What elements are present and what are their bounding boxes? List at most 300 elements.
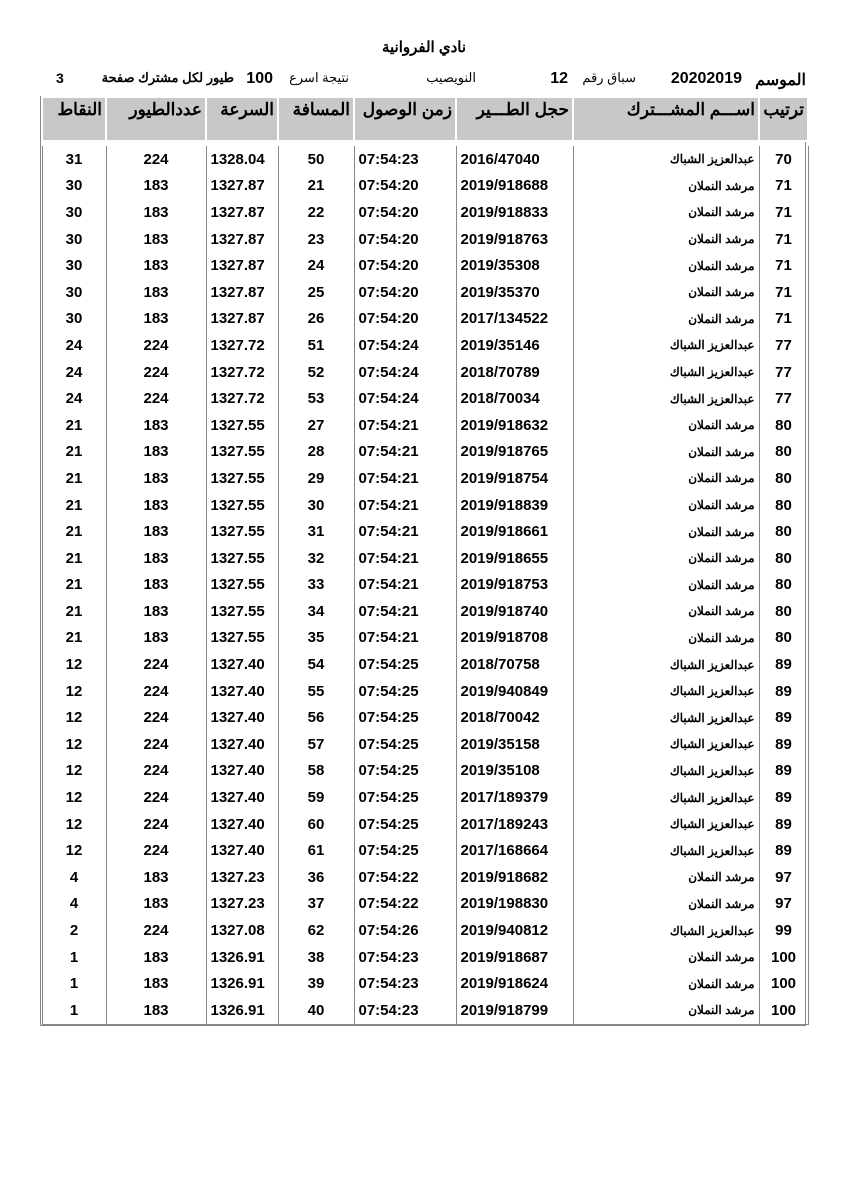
cell-bird-count: 183	[106, 439, 206, 466]
cell-participant: عبدالعزيز الشباك	[573, 811, 759, 838]
cell-arrival-time: 07:54:23	[354, 944, 456, 971]
cell-bird-count: 183	[106, 226, 206, 253]
cell-participant: مرشد النملان	[573, 864, 759, 891]
cell-speed: 1327.55	[206, 518, 278, 545]
cell-bird-count: 183	[106, 412, 206, 439]
cell-rank: 80	[759, 518, 808, 545]
cell-speed: 1327.55	[206, 545, 278, 572]
cell-ring: 2019/35146	[456, 332, 573, 359]
cell-rank: 80	[759, 545, 808, 572]
season-label: الموسم	[755, 72, 806, 89]
cell-distance: 60	[278, 811, 354, 838]
cell-rank: 89	[759, 704, 808, 731]
cell-distance: 39	[278, 970, 354, 997]
cell-bird-count: 224	[106, 758, 206, 785]
cell-speed: 1327.72	[206, 385, 278, 412]
cell-points: 21	[42, 572, 106, 599]
cell-participant: مرشد النملان	[573, 997, 759, 1024]
cell-distance: 24	[278, 252, 354, 279]
cell-participant: عبدالعزيز الشباك	[573, 359, 759, 386]
cell-bird-count: 183	[106, 518, 206, 545]
cell-bird-count: 183	[106, 199, 206, 226]
cell-arrival-time: 07:54:20	[354, 199, 456, 226]
cell-participant: عبدالعزيز الشباك	[573, 146, 759, 173]
cell-bird-count: 183	[106, 598, 206, 625]
cell-bird-count: 183	[106, 279, 206, 306]
race-number: 12	[550, 70, 568, 87]
cell-participant: مرشد النملان	[573, 439, 759, 466]
cell-bird-count: 183	[106, 944, 206, 971]
cell-participant: مرشد النملان	[573, 518, 759, 545]
cell-speed: 1326.91	[206, 944, 278, 971]
cell-points: 12	[42, 811, 106, 838]
cell-distance: 62	[278, 917, 354, 944]
cell-participant: مرشد النملان	[573, 545, 759, 572]
cell-participant: عبدالعزيز الشباك	[573, 704, 759, 731]
per-label: طيور لكل مشترك صفحة	[101, 70, 234, 85]
cell-distance: 37	[278, 891, 354, 918]
table-row	[42, 944, 808, 971]
cell-rank: 100	[759, 970, 808, 997]
cell-arrival-time: 07:54:25	[354, 731, 456, 758]
cell-arrival-time: 07:54:21	[354, 545, 456, 572]
table-row	[42, 572, 808, 599]
cell-ring: 2019/918682	[456, 864, 573, 891]
cell-arrival-time: 07:54:25	[354, 811, 456, 838]
cell-points: 30	[42, 252, 106, 279]
cell-participant: مرشد النملان	[573, 306, 759, 333]
cell-bird-count: 183	[106, 306, 206, 333]
cell-rank: 89	[759, 758, 808, 785]
cell-arrival-time: 07:54:25	[354, 704, 456, 731]
cell-bird-count: 224	[106, 359, 206, 386]
cell-ring: 2019/35370	[456, 279, 573, 306]
cell-ring: 2019/918765	[456, 439, 573, 466]
cell-speed: 1327.87	[206, 306, 278, 333]
cell-points: 21	[42, 518, 106, 545]
cell-distance: 32	[278, 545, 354, 572]
cell-arrival-time: 07:54:20	[354, 173, 456, 200]
race-name: النويصيب	[426, 70, 476, 85]
cell-points: 31	[42, 146, 106, 173]
cell-rank: 71	[759, 252, 808, 279]
header-bird-count: عددالطيور	[106, 97, 206, 141]
cell-rank: 71	[759, 226, 808, 253]
cell-speed: 1327.08	[206, 917, 278, 944]
cell-points: 24	[42, 332, 106, 359]
cell-distance: 34	[278, 598, 354, 625]
cell-speed: 1327.87	[206, 252, 278, 279]
cell-participant: مرشد النملان	[573, 279, 759, 306]
table-row	[42, 784, 808, 811]
cell-distance: 50	[278, 146, 354, 173]
cell-distance: 57	[278, 731, 354, 758]
cell-distance: 35	[278, 625, 354, 652]
cell-speed: 1327.40	[206, 811, 278, 838]
cell-rank: 99	[759, 917, 808, 944]
cell-points: 12	[42, 704, 106, 731]
cell-points: 12	[42, 758, 106, 785]
cell-speed: 1327.87	[206, 226, 278, 253]
cell-ring: 2017/134522	[456, 306, 573, 333]
cell-participant: عبدالعزيز الشباك	[573, 917, 759, 944]
cell-speed: 1327.40	[206, 651, 278, 678]
cell-arrival-time: 07:54:21	[354, 518, 456, 545]
cell-bird-count: 183	[106, 252, 206, 279]
cell-rank: 80	[759, 598, 808, 625]
cell-distance: 33	[278, 572, 354, 599]
cell-distance: 23	[278, 226, 354, 253]
cell-participant: مرشد النملان	[573, 173, 759, 200]
cell-bird-count: 224	[106, 704, 206, 731]
cell-bird-count: 224	[106, 385, 206, 412]
cell-rank: 89	[759, 811, 808, 838]
table-row	[42, 252, 808, 279]
cell-arrival-time: 07:54:21	[354, 412, 456, 439]
cell-participant: مرشد النملان	[573, 412, 759, 439]
cell-speed: 1327.23	[206, 891, 278, 918]
cell-rank: 89	[759, 651, 808, 678]
table-row	[42, 146, 808, 173]
cell-points: 30	[42, 173, 106, 200]
cell-points: 30	[42, 306, 106, 333]
cell-participant: مرشد النملان	[573, 252, 759, 279]
cell-distance: 61	[278, 837, 354, 864]
cell-distance: 55	[278, 678, 354, 705]
cell-speed: 1327.87	[206, 199, 278, 226]
cell-rank: 80	[759, 625, 808, 652]
page-number: 3	[56, 70, 64, 86]
cell-bird-count: 183	[106, 997, 206, 1024]
cell-speed: 1327.40	[206, 704, 278, 731]
cell-bird-count: 224	[106, 811, 206, 838]
cell-points: 21	[42, 545, 106, 572]
cell-arrival-time: 07:54:26	[354, 917, 456, 944]
table-row	[42, 731, 808, 758]
cell-points: 21	[42, 465, 106, 492]
table-row	[42, 651, 808, 678]
cell-ring: 2019/918754	[456, 465, 573, 492]
table-row	[42, 279, 808, 306]
cell-ring: 2019/35108	[456, 758, 573, 785]
cell-bird-count: 224	[106, 917, 206, 944]
cell-arrival-time: 07:54:20	[354, 226, 456, 253]
cell-participant: عبدالعزيز الشباك	[573, 385, 759, 412]
header-points: النقاط	[42, 97, 106, 141]
cell-speed: 1327.40	[206, 731, 278, 758]
cell-ring: 2019/918655	[456, 545, 573, 572]
cell-speed: 1327.87	[206, 279, 278, 306]
table-row	[42, 811, 808, 838]
cell-points: 21	[42, 598, 106, 625]
cell-points: 21	[42, 492, 106, 519]
cell-points: 4	[42, 891, 106, 918]
cell-ring: 2016/47040	[456, 146, 573, 173]
cell-speed: 1326.91	[206, 997, 278, 1024]
table-row	[42, 598, 808, 625]
table-row	[42, 439, 808, 466]
cell-participant: مرشد النملان	[573, 598, 759, 625]
cell-arrival-time: 07:54:25	[354, 837, 456, 864]
table-row	[42, 864, 808, 891]
cell-arrival-time: 07:54:21	[354, 625, 456, 652]
header-distance: المسافة	[278, 97, 354, 141]
cell-participant: عبدالعزيز الشباك	[573, 678, 759, 705]
cell-ring: 2019/918753	[456, 572, 573, 599]
cell-speed: 1327.40	[206, 678, 278, 705]
cell-arrival-time: 07:54:20	[354, 306, 456, 333]
table-row	[42, 385, 808, 412]
table-row	[42, 837, 808, 864]
cell-speed: 1327.40	[206, 784, 278, 811]
cell-distance: 25	[278, 279, 354, 306]
cell-ring: 2019/940812	[456, 917, 573, 944]
cell-points: 30	[42, 199, 106, 226]
cell-bird-count: 183	[106, 545, 206, 572]
cell-speed: 1327.55	[206, 598, 278, 625]
fastest-value: 100	[246, 70, 273, 87]
cell-points: 2	[42, 917, 106, 944]
cell-rank: 77	[759, 385, 808, 412]
cell-arrival-time: 07:54:21	[354, 492, 456, 519]
cell-speed: 1327.55	[206, 625, 278, 652]
cell-distance: 51	[278, 332, 354, 359]
table-row	[42, 970, 808, 997]
header-arrival-time: زمن الوصول	[354, 97, 456, 141]
cell-distance: 26	[278, 306, 354, 333]
cell-speed: 1327.72	[206, 359, 278, 386]
cell-ring: 2019/918708	[456, 625, 573, 652]
cell-speed: 1327.55	[206, 439, 278, 466]
cell-participant: مرشد النملان	[573, 465, 759, 492]
table-row	[42, 704, 808, 731]
cell-points: 21	[42, 625, 106, 652]
cell-participant: مرشد النملان	[573, 891, 759, 918]
cell-arrival-time: 07:54:21	[354, 598, 456, 625]
cell-rank: 80	[759, 465, 808, 492]
table-row	[42, 917, 808, 944]
cell-ring: 2018/70042	[456, 704, 573, 731]
cell-bird-count: 224	[106, 731, 206, 758]
cell-points: 12	[42, 837, 106, 864]
cell-ring: 2018/70034	[456, 385, 573, 412]
cell-distance: 52	[278, 359, 354, 386]
cell-speed: 1327.55	[206, 492, 278, 519]
header-ring: حجل الطـــير	[456, 97, 573, 141]
cell-ring: 2019/918740	[456, 598, 573, 625]
cell-ring: 2019/35158	[456, 731, 573, 758]
cell-distance: 29	[278, 465, 354, 492]
cell-points: 4	[42, 864, 106, 891]
cell-points: 12	[42, 678, 106, 705]
cell-participant: مرشد النملان	[573, 625, 759, 652]
race-info	[40, 70, 806, 90]
cell-distance: 59	[278, 784, 354, 811]
cell-distance: 58	[278, 758, 354, 785]
cell-bird-count: 183	[106, 465, 206, 492]
cell-arrival-time: 07:54:25	[354, 758, 456, 785]
cell-rank: 77	[759, 332, 808, 359]
cell-rank: 100	[759, 944, 808, 971]
table-row	[42, 199, 808, 226]
cell-speed: 1326.91	[206, 970, 278, 997]
cell-ring: 2019/35308	[456, 252, 573, 279]
cell-bird-count: 183	[106, 173, 206, 200]
season-value: 20202019	[670, 70, 742, 87]
cell-points: 24	[42, 359, 106, 386]
cell-ring: 2019/918839	[456, 492, 573, 519]
cell-speed: 1327.55	[206, 465, 278, 492]
cell-points: 1	[42, 944, 106, 971]
cell-rank: 89	[759, 837, 808, 864]
table-row	[42, 625, 808, 652]
cell-bird-count: 183	[106, 572, 206, 599]
cell-rank: 71	[759, 173, 808, 200]
cell-distance: 54	[278, 651, 354, 678]
cell-ring: 2018/70758	[456, 651, 573, 678]
cell-participant: مرشد النملان	[573, 970, 759, 997]
cell-distance: 40	[278, 997, 354, 1024]
cell-distance: 31	[278, 518, 354, 545]
cell-arrival-time: 07:54:24	[354, 332, 456, 359]
cell-speed: 1327.72	[206, 332, 278, 359]
cell-rank: 97	[759, 891, 808, 918]
cell-points: 12	[42, 784, 106, 811]
header-row	[42, 97, 808, 141]
cell-ring: 2018/70789	[456, 359, 573, 386]
cell-rank: 71	[759, 199, 808, 226]
cell-ring: 2017/189243	[456, 811, 573, 838]
cell-participant: مرشد النملان	[573, 492, 759, 519]
header-speed: السرعة	[206, 97, 278, 141]
cell-points: 1	[42, 970, 106, 997]
cell-ring: 2019/918632	[456, 412, 573, 439]
fastest-label: نتيجة اسرع	[289, 70, 349, 85]
cell-ring: 2019/918763	[456, 226, 573, 253]
cell-participant: عبدالعزيز الشباك	[573, 837, 759, 864]
table-row	[42, 518, 808, 545]
cell-ring: 2019/918687	[456, 944, 573, 971]
cell-bird-count: 183	[106, 625, 206, 652]
cell-ring: 2019/918833	[456, 199, 573, 226]
cell-arrival-time: 07:54:20	[354, 252, 456, 279]
table-row	[42, 758, 808, 785]
cell-participant: مرشد النملان	[573, 572, 759, 599]
cell-bird-count: 183	[106, 891, 206, 918]
cell-bird-count: 224	[106, 146, 206, 173]
cell-participant: عبدالعزيز الشباك	[573, 332, 759, 359]
cell-arrival-time: 07:54:24	[354, 385, 456, 412]
cell-participant: مرشد النملان	[573, 944, 759, 971]
table-row	[42, 891, 808, 918]
cell-speed: 1327.40	[206, 758, 278, 785]
cell-bird-count: 224	[106, 678, 206, 705]
table-row	[42, 545, 808, 572]
cell-rank: 71	[759, 306, 808, 333]
cell-ring: 2017/168664	[456, 837, 573, 864]
race-label: سباق رقم	[582, 70, 636, 85]
cell-bird-count: 183	[106, 864, 206, 891]
cell-speed: 1327.23	[206, 864, 278, 891]
cell-rank: 71	[759, 279, 808, 306]
cell-participant: عبدالعزيز الشباك	[573, 784, 759, 811]
cell-points: 30	[42, 279, 106, 306]
cell-distance: 21	[278, 173, 354, 200]
cell-ring: 2019/918799	[456, 997, 573, 1024]
cell-distance: 30	[278, 492, 354, 519]
table-row	[42, 306, 808, 333]
cell-ring: 2019/918624	[456, 970, 573, 997]
table-row	[42, 465, 808, 492]
cell-rank: 80	[759, 572, 808, 599]
cell-participant: عبدالعزيز الشباك	[573, 731, 759, 758]
cell-arrival-time: 07:54:25	[354, 651, 456, 678]
club-title: نادي الفروانية	[381, 39, 467, 56]
cell-arrival-time: 07:54:22	[354, 891, 456, 918]
cell-arrival-time: 07:54:21	[354, 572, 456, 599]
table-row	[42, 173, 808, 200]
table-row	[42, 332, 808, 359]
cell-bird-count: 183	[106, 492, 206, 519]
cell-points: 24	[42, 385, 106, 412]
table-row	[42, 226, 808, 253]
cell-distance: 28	[278, 439, 354, 466]
table-row	[42, 412, 808, 439]
cell-speed: 1328.04	[206, 146, 278, 173]
cell-rank: 97	[759, 864, 808, 891]
cell-bird-count: 224	[106, 837, 206, 864]
cell-rank: 89	[759, 678, 808, 705]
cell-points: 21	[42, 412, 106, 439]
cell-rank: 80	[759, 412, 808, 439]
cell-points: 12	[42, 651, 106, 678]
cell-speed: 1327.40	[206, 837, 278, 864]
cell-arrival-time: 07:54:21	[354, 439, 456, 466]
cell-bird-count: 224	[106, 332, 206, 359]
cell-speed: 1327.55	[206, 412, 278, 439]
cell-speed: 1327.55	[206, 572, 278, 599]
cell-speed: 1327.87	[206, 173, 278, 200]
header-participant: اســـم المشـــترك	[573, 97, 759, 141]
cell-arrival-time: 07:54:23	[354, 146, 456, 173]
cell-ring: 2019/918688	[456, 173, 573, 200]
cell-ring: 2019/198830	[456, 891, 573, 918]
cell-points: 1	[42, 997, 106, 1024]
cell-arrival-time: 07:54:22	[354, 864, 456, 891]
cell-arrival-time: 07:54:25	[354, 784, 456, 811]
table-row	[42, 359, 808, 386]
cell-ring: 2019/918661	[456, 518, 573, 545]
cell-ring: 2017/189379	[456, 784, 573, 811]
cell-participant: عبدالعزيز الشباك	[573, 758, 759, 785]
cell-arrival-time: 07:54:25	[354, 678, 456, 705]
cell-rank: 89	[759, 784, 808, 811]
cell-arrival-time: 07:54:24	[354, 359, 456, 386]
cell-bird-count: 224	[106, 784, 206, 811]
cell-distance: 38	[278, 944, 354, 971]
cell-rank: 77	[759, 359, 808, 386]
cell-arrival-time: 07:54:23	[354, 970, 456, 997]
table-row	[42, 492, 808, 519]
cell-points: 21	[42, 439, 106, 466]
cell-arrival-time: 07:54:23	[354, 997, 456, 1024]
cell-bird-count: 224	[106, 651, 206, 678]
table-row	[42, 678, 808, 705]
cell-participant: عبدالعزيز الشباك	[573, 651, 759, 678]
cell-rank: 80	[759, 439, 808, 466]
cell-rank: 100	[759, 997, 808, 1024]
cell-distance: 36	[278, 864, 354, 891]
